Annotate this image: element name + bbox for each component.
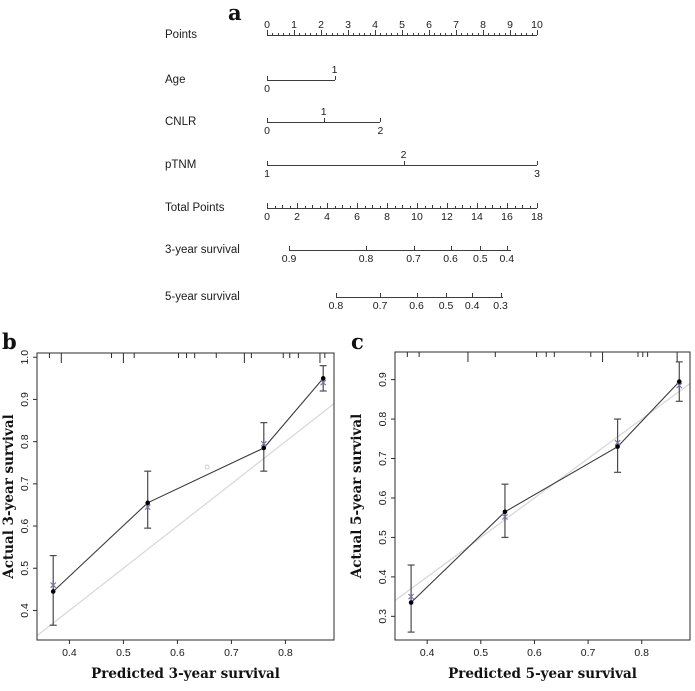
nomogram-axis-line-age <box>267 80 335 81</box>
nomogram-tick <box>485 206 486 208</box>
data-point-dot <box>145 501 150 506</box>
nomogram-tick <box>272 33 273 35</box>
data-point-dot <box>409 600 414 605</box>
nomogram-tick <box>312 205 313 209</box>
nomogram-tick <box>353 33 354 35</box>
nomogram-tick-label: 0.3 <box>493 300 508 312</box>
nomogram-tick-label: 2 <box>400 149 407 161</box>
nomogram-tick <box>267 203 268 208</box>
nomogram-tick <box>305 33 306 35</box>
data-point-dot <box>262 446 267 451</box>
nomogram-tick <box>335 206 336 208</box>
nomogram-tick <box>407 33 408 35</box>
nomogram-tick <box>505 33 506 35</box>
nomogram-tick <box>494 33 495 35</box>
nomogram-tick <box>326 33 327 35</box>
nomogram-tick <box>395 206 396 208</box>
x-tick-label: 0.4 <box>419 647 435 659</box>
nomogram-tick <box>499 33 500 35</box>
nomogram-tick <box>530 206 531 208</box>
nomogram-tick <box>283 33 284 35</box>
nomogram-tick <box>515 33 516 35</box>
nomogram-tick-label: 0 <box>264 211 270 223</box>
nomogram-tick <box>414 246 415 250</box>
nomogram-tick-label: 10 <box>411 211 423 223</box>
nomogram-tick-label: 0.7 <box>406 253 421 265</box>
nomogram-tick <box>507 203 508 208</box>
nomogram-tick-label: 2 <box>377 125 384 137</box>
nomogram-tick-label: 8 <box>384 211 390 223</box>
nomogram-tick <box>478 33 479 35</box>
nomogram-tick <box>446 293 447 297</box>
nomogram-tick <box>380 293 381 297</box>
nomogram-row-label-cnlr: CNLR <box>165 116 197 128</box>
x-tick-label: 0.6 <box>527 647 542 659</box>
y-tick-label: 0.9 <box>377 372 389 387</box>
nomogram-tick <box>391 33 392 35</box>
nomogram-tick <box>316 33 317 35</box>
x-tick-label: 0.5 <box>116 647 131 659</box>
nomogram-row-label-total-points: Total Points <box>165 202 225 214</box>
nomogram-tick <box>364 33 365 35</box>
nomogram-tick <box>434 33 435 35</box>
nomogram-tick <box>470 206 471 208</box>
x-axis-title: Predicted 5-year survival <box>448 666 637 682</box>
nomogram-tick <box>290 206 291 208</box>
y-axis-title: Actual 5-year survival <box>349 413 365 579</box>
nomogram-tick-label: 0 <box>264 125 270 137</box>
y-tick-label: 0.7 <box>377 451 389 466</box>
panel-b-letter: b <box>2 329 17 354</box>
nomogram-tick-label: 0 <box>264 83 270 95</box>
data-point-dot <box>615 444 620 449</box>
nomogram-tick-label: 1 <box>264 168 270 180</box>
nomogram-tick <box>445 33 446 35</box>
nomogram-tick <box>537 203 538 208</box>
x-tick-label: 0.7 <box>224 647 239 659</box>
y-tick-label: 0.6 <box>377 490 389 506</box>
nomogram-tick-label: 0.8 <box>358 253 374 265</box>
nomogram-tick <box>332 33 333 35</box>
nomogram-tick <box>492 205 493 209</box>
nomogram-panel <box>0 0 695 330</box>
nomogram-tick <box>480 246 481 250</box>
nomogram-tick <box>425 206 426 208</box>
calibration-curve <box>411 382 679 603</box>
nomogram-tick <box>522 205 523 209</box>
y-axis-title: Actual 3-year survival <box>1 414 17 579</box>
nomogram-axis-line-cnlr <box>267 122 380 123</box>
nomogram-tick-label: 18 <box>531 211 543 223</box>
data-point-dot <box>321 376 326 381</box>
nomogram-tick <box>387 203 388 208</box>
nomogram-tick <box>267 118 268 122</box>
nomogram-tick-label: 10 <box>531 19 543 31</box>
nomogram-axis-line-points <box>267 35 537 36</box>
nomogram-tick <box>342 205 343 209</box>
nomogram-tick <box>297 203 298 208</box>
nomogram-axis-line-total-points <box>267 208 537 209</box>
nomogram-tick-label: 3 <box>345 19 351 31</box>
nomogram-tick <box>451 33 452 35</box>
y-tick-label: 0.8 <box>19 434 31 449</box>
nomogram-tick <box>380 206 381 208</box>
nomogram-tick <box>424 33 425 35</box>
nomogram-tick <box>380 118 381 122</box>
data-point-dot <box>677 379 682 384</box>
nomogram-tick-label: 14 <box>471 211 483 223</box>
data-point-dot <box>503 509 508 514</box>
nomogram-tick-label: 0.8 <box>328 300 344 312</box>
nomogram-tick <box>477 203 478 208</box>
nomogram-tick <box>386 33 387 35</box>
nomogram-tick-label: 0.7 <box>372 300 388 312</box>
nomogram-tick-label: 1 <box>331 64 338 76</box>
nomogram-tick-label: 0.5 <box>438 300 454 312</box>
nomogram-tick <box>282 205 283 209</box>
nomogram-tick <box>310 33 311 35</box>
nomogram-axis-line-ptnm <box>267 165 537 166</box>
nomogram-tick <box>324 118 325 122</box>
nomogram-tick <box>289 246 290 250</box>
nomogram-tick <box>335 76 336 80</box>
nomogram-tick <box>440 33 441 35</box>
nomogram-tick <box>380 33 381 35</box>
nomogram-tick <box>365 206 366 208</box>
y-tick-label: 0.4 <box>377 569 389 585</box>
plot-frame <box>395 352 690 640</box>
panel-a-letter: a <box>228 0 242 25</box>
x-tick-label: 0.8 <box>634 647 650 659</box>
nomogram-tick-label: 9 <box>507 19 513 31</box>
nomogram-tick-label: 0.6 <box>443 253 458 265</box>
nomogram-tick <box>462 205 463 209</box>
nomogram-tick-label: 0.4 <box>464 300 480 312</box>
y-tick-label: 0.6 <box>19 518 31 534</box>
ideal-line <box>37 404 334 636</box>
nomogram-tick-label: 8 <box>480 19 486 31</box>
y-tick-label: 1.0 <box>19 349 31 365</box>
nomogram-row-label-survival-5yr: 5-year survival <box>165 291 240 303</box>
x-tick-label: 0.5 <box>473 647 489 659</box>
nomogram-tick-label: 12 <box>441 211 453 223</box>
nomogram-tick-label: 5 <box>399 19 405 31</box>
nomogram-tick-label: 4 <box>372 19 378 31</box>
nomogram-tick <box>451 246 452 250</box>
nomogram-tick <box>515 206 516 208</box>
nomogram-tick <box>455 206 456 208</box>
nomogram-tick-label: 16 <box>501 211 513 223</box>
nomogram-tick-label: 6 <box>426 19 432 31</box>
nomogram-tick <box>500 206 501 208</box>
nomogram-tick-label: 0.4 <box>499 253 515 265</box>
y-tick-label: 0.8 <box>377 411 389 427</box>
nomogram-tick <box>461 33 462 35</box>
nomogram-tick <box>537 161 538 165</box>
nomogram-tick <box>501 293 502 297</box>
nomogram-tick-label: 7 <box>453 19 459 31</box>
nomogram-tick <box>336 293 337 297</box>
nomogram-tick <box>305 206 306 208</box>
nomogram-tick <box>417 293 418 297</box>
nomogram-tick <box>526 33 527 35</box>
nomogram-axis-line-survival-3yr <box>289 250 511 251</box>
nomogram-tick-label: 6 <box>354 211 360 223</box>
nomogram-tick <box>397 33 398 35</box>
nomogram-tick-label: 0 <box>264 19 270 31</box>
nomogram-tick <box>472 33 473 35</box>
nomogram-tick <box>299 33 300 35</box>
nomogram-tick <box>440 206 441 208</box>
nomogram-tick <box>372 205 373 209</box>
nomogram-row-label-survival-3yr: 3-year survival <box>165 244 240 256</box>
nomogram-tick-label: 1 <box>291 19 297 31</box>
nomogram-tick <box>467 33 468 35</box>
y-tick-label: 0.5 <box>377 530 389 545</box>
nomogram-tick <box>320 206 321 208</box>
x-axis-title: Predicted 3-year survival <box>91 666 280 682</box>
nomogram-tick-label: 2 <box>294 211 300 223</box>
nomogram-tick-label: 0.5 <box>472 253 488 265</box>
nomogram-tick <box>402 205 403 209</box>
nomogram-tick <box>366 246 367 250</box>
nomogram-tick <box>404 161 405 165</box>
nomogram-tick <box>418 33 419 35</box>
y-tick-label: 0.9 <box>19 392 31 407</box>
nomogram-tick <box>532 33 533 35</box>
nomogram-tick-label: 2 <box>318 19 324 31</box>
nomogram-tick-label: 3 <box>534 168 540 180</box>
panel-c-letter: c <box>351 329 364 354</box>
nomogram-tick <box>370 33 371 35</box>
nomogram-tick <box>350 206 351 208</box>
nomogram-tick <box>289 33 290 35</box>
nomogram-row-label-ptnm: pTNM <box>165 159 197 171</box>
x-tick-label: 0.6 <box>170 647 185 659</box>
nomogram-tick <box>359 33 360 35</box>
calibration-plot-3yr <box>0 330 348 691</box>
plot-frame <box>37 353 334 640</box>
nomogram-tick <box>410 206 411 208</box>
nomogram-tick <box>278 33 279 35</box>
nomogram-tick <box>488 33 489 35</box>
nomogram-tick-label: 0.9 <box>281 253 297 265</box>
y-tick-label: 0.5 <box>19 560 31 576</box>
ideal-line <box>395 384 690 601</box>
nomogram-tick <box>267 161 268 165</box>
nomogram-tick <box>267 76 268 80</box>
nomogram-tick <box>447 203 448 208</box>
nomogram-tick-label: 1 <box>320 106 327 118</box>
data-point-dot <box>51 589 56 594</box>
nomogram-row-label-points: Points <box>165 29 197 41</box>
y-tick-label: 0.3 <box>377 609 389 624</box>
nomogram-tick-label: 0.6 <box>409 300 424 312</box>
nomogram-tick <box>472 293 473 297</box>
nomogram-axis-line-survival-5yr <box>336 297 503 298</box>
nomogram-tick <box>521 33 522 35</box>
calibration-plot-5yr <box>348 330 695 691</box>
y-tick-label: 0.4 <box>19 603 31 618</box>
nomogram-tick <box>275 206 276 208</box>
nomogram-tick <box>343 33 344 35</box>
nomogram-tick <box>432 205 433 209</box>
nomogram-tick <box>507 246 508 250</box>
x-tick-label: 0.7 <box>580 647 596 659</box>
nomogram-tick <box>413 33 414 35</box>
nomogram-tick <box>337 33 338 35</box>
nomogram-tick <box>417 203 418 208</box>
x-tick-label: 0.4 <box>62 647 77 659</box>
x-tick-label: 0.8 <box>278 647 293 659</box>
nomogram-tick-label: 4 <box>324 211 330 223</box>
stray-point <box>205 465 209 469</box>
calibration-curve <box>53 378 323 591</box>
nomogram-tick <box>327 203 328 208</box>
nomogram-tick <box>357 203 358 208</box>
nomogram-row-label-age: Age <box>165 74 186 86</box>
y-tick-label: 0.7 <box>19 476 31 492</box>
